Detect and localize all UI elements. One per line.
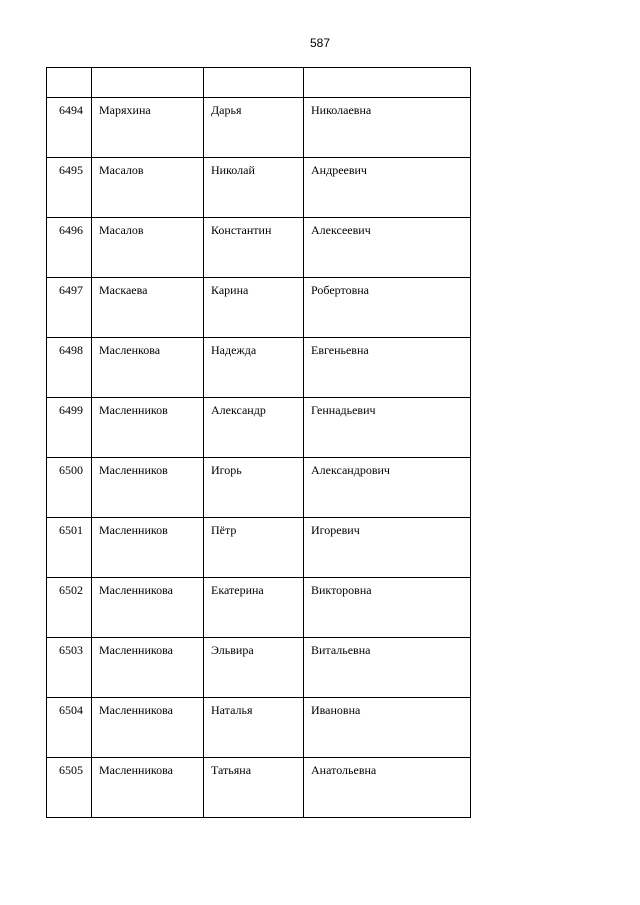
surname-cell: Масалов (92, 218, 204, 278)
surname-cell: Маскаева (92, 278, 204, 338)
table-row (47, 698, 471, 758)
patronymic-cell: Алексеевич (304, 218, 471, 278)
row-number-cell: 6499 (47, 398, 92, 458)
patronymic-cell: Витальевна (304, 638, 471, 698)
first-name-cell: Надежда (204, 338, 304, 398)
table-row (47, 98, 471, 158)
patronymic-cell: Александрович (304, 458, 471, 518)
register-table (46, 67, 471, 818)
row-number-cell: 6505 (47, 758, 92, 818)
row-number-cell: 6504 (47, 698, 92, 758)
surname-cell: Масленников (92, 518, 204, 578)
header-cell-patronymic (304, 68, 471, 98)
patronymic-cell: Геннадьевич (304, 398, 471, 458)
row-number-cell: 6498 (47, 338, 92, 398)
table-row (47, 458, 471, 518)
register-table-body (47, 68, 471, 818)
first-name-cell: Дарья (204, 98, 304, 158)
surname-cell: Масленкова (92, 338, 204, 398)
patronymic-cell: Евгеньевна (304, 338, 471, 398)
table-row (47, 218, 471, 278)
surname-cell: Масленникова (92, 638, 204, 698)
patronymic-cell: Игоревич (304, 518, 471, 578)
row-number-cell: 6495 (47, 158, 92, 218)
table-row (47, 278, 471, 338)
row-number-cell: 6500 (47, 458, 92, 518)
first-name-cell: Николай (204, 158, 304, 218)
table-row (47, 398, 471, 458)
patronymic-cell: Андреевич (304, 158, 471, 218)
table-row (47, 638, 471, 698)
first-name-cell: Екатерина (204, 578, 304, 638)
table-row (47, 338, 471, 398)
row-number-cell: 6501 (47, 518, 92, 578)
surname-cell: Масленникова (92, 758, 204, 818)
patronymic-cell: Анатольевна (304, 758, 471, 818)
row-number-cell: 6494 (47, 98, 92, 158)
page-number: 587 (309, 36, 331, 50)
first-name-cell: Константин (204, 218, 304, 278)
surname-cell: Масленникова (92, 578, 204, 638)
header-cell-number (47, 68, 92, 98)
patronymic-cell: Ивановна (304, 698, 471, 758)
first-name-cell: Татьяна (204, 758, 304, 818)
surname-cell: Масленников (92, 398, 204, 458)
surname-cell: Маряхина (92, 98, 204, 158)
first-name-cell: Карина (204, 278, 304, 338)
first-name-cell: Александр (204, 398, 304, 458)
header-cell-surname (92, 68, 204, 98)
table-row (47, 578, 471, 638)
table-header-row (47, 68, 471, 98)
table-row (47, 158, 471, 218)
patronymic-cell: Робертовна (304, 278, 471, 338)
patronymic-cell: Викторовна (304, 578, 471, 638)
table-row (47, 518, 471, 578)
first-name-cell: Игорь (204, 458, 304, 518)
row-number-cell: 6497 (47, 278, 92, 338)
surname-cell: Масленников (92, 458, 204, 518)
first-name-cell: Пётр (204, 518, 304, 578)
row-number-cell: 6502 (47, 578, 92, 638)
surname-cell: Масалов (92, 158, 204, 218)
surname-cell: Масленникова (92, 698, 204, 758)
patronymic-cell: Николаевна (304, 98, 471, 158)
row-number-cell: 6496 (47, 218, 92, 278)
row-number-cell: 6503 (47, 638, 92, 698)
first-name-cell: Наталья (204, 698, 304, 758)
first-name-cell: Эльвира (204, 638, 304, 698)
table-row (47, 758, 471, 818)
header-cell-name (204, 68, 304, 98)
